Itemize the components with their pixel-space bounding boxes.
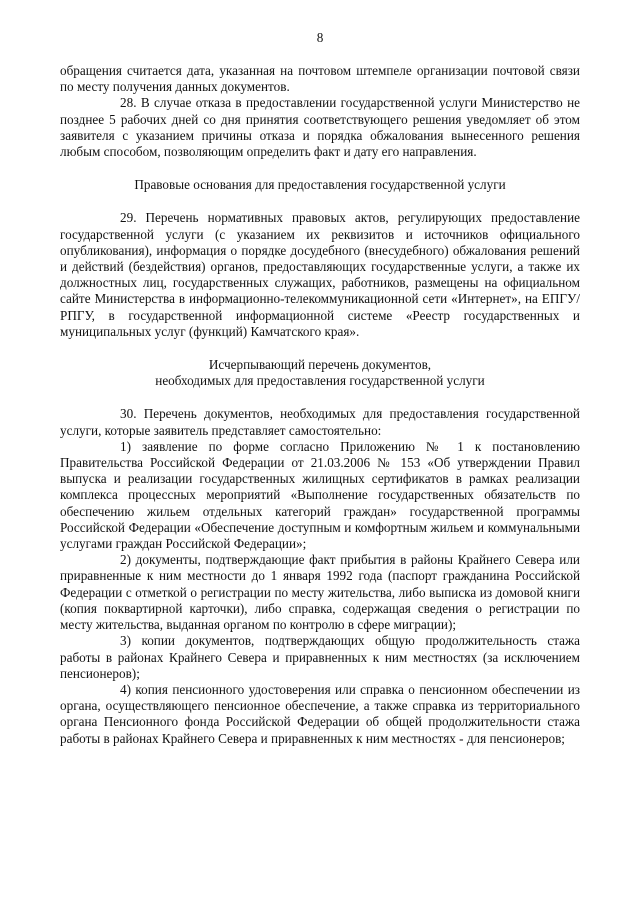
page-number: 8 [316, 30, 324, 45]
document-body [60, 63, 580, 747]
paragraph-29: 29. Перечень нормативных правовых актов, регулирующих предоставление государственной услуги (с указанием их реквизитов и источников официального опубликования), информация о порядке досудебного (внесудебного) обжалования решений и действий (бездействия) органов, предоставляющих государственные услуги, а также их должностных лиц, государственных служащих, работников, размещены на официальном сайте Министерства в информационно-телекоммуникационной сети «Интернет», на ЕПГУ/РПГУ, в государственной информационной системе «Реестр государственных и муниципальных услуг (функций) Камчатского края». [60, 210, 580, 339]
heading-documents-line-2: необходимых для предоставления государственной услуги [155, 373, 485, 389]
paragraph-30-item-2: 2) документы, подтверждающие факт прибытия в районы Крайнего Севера или приравненные к ним местности до 1 января 1992 года (паспорт гражданина Российской Федерации с отметкой о регистрации по месту жительства, либо выписка из домовой книги (копия поквартирной карточки), либо справка, содержащая сведения о регистрации по месту жительства, выданная органом по контролю в сфере миграции); [60, 552, 580, 633]
paragraph-30: 30. Перечень документов, необходимых для предоставления государственной услуги, которые заявитель представляет самостоятельно: [60, 406, 580, 438]
paragraph-30-item-4: 4) копия пенсионного удостоверения или справка о пенсионном обеспечении из органа, осуществляющего пенсионное обеспечение, а также справка из территориального органа Пенсионного фонда Российской Федерации об общей продолжительности стажа работы в районах Крайнего Севера и приравненных к ним местностях - для пенсионеров; [60, 681, 580, 746]
heading-documents-line-1: Исчерпывающий перечень документов, [208, 357, 432, 373]
paragraph-28: 28. В случае отказа в предоставлении государственной услуги Министерство не позднее 5 рабочих дней со дня принятия соответствующего решения уведомляет об этом заявителя с указанием причины отказа и порядка обжалования вынесенного решения любым способом, позволяющим определить факт и дату его направления. [60, 95, 580, 160]
paragraph-30-item-1: 1) заявление по форме согласно Приложению № 1 к постановлению Правительства Российской Федерации от 21.03.2006 № 153 «Об утверждении Правил выпуска и реализации государственных жилищных сертификатов в рамках реализации комплекса процессных мероприятий «Выполнение государственных обязательств по обеспечению жильем отдельных категорий граждан» государственной программы Российской Федерации «Обеспечение доступным и комфортным жильем и коммунальными услугами граждан Российской Федерации»; [60, 438, 580, 552]
paragraph-continuation: обращения считается дата, указанная на почтовом штемпеле организации почтовой связи по месту получения данных документов. [60, 63, 580, 95]
heading-legal-basis: Правовые основания для предоставления государственной услуги [134, 177, 506, 193]
paragraph-30-item-3: 3) копии документов, подтверждающих общую продолжительность стажа работы в районах Крайнего Севера и приравненных к ним местностях (за исключением пенсионеров); [60, 633, 580, 681]
